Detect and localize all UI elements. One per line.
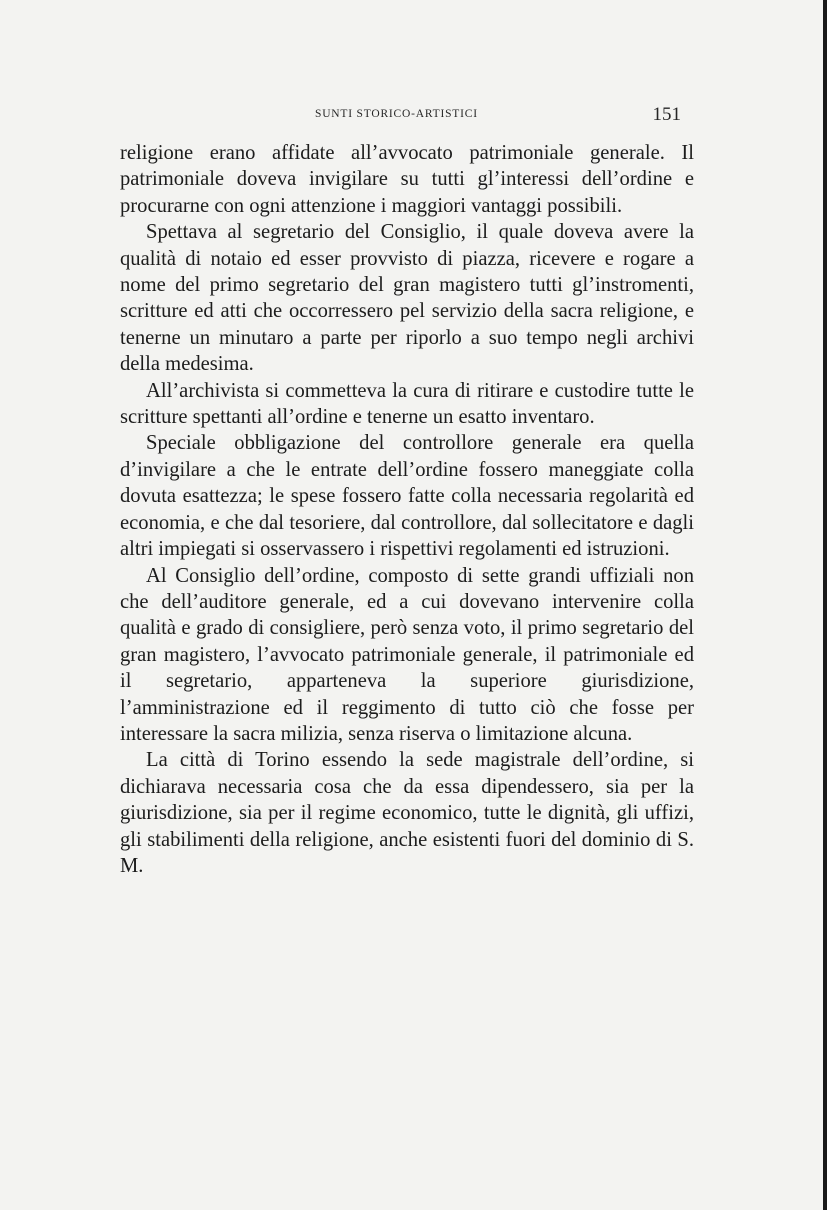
running-title: SUNTI STORICO-ARTISTICI	[315, 108, 478, 120]
paragraph-5: Al Consiglio dell’ordine, composto di sette grandi uffiziali non che dell’auditore generale, ed a cui dovevano intervenire colla qualità e grado di consigliere, però senza voto, il primo segretario del gran magistero, l’avvocato patrimoniale generale, il patrimoniale ed il segretario, apparteneva la superiore giurisdizione, l’amministrazione ed il reggimento di tutto ciò che fosse per interessare la sacra milizia, senza riserva o limitazione alcuna.	[120, 564, 694, 745]
paragraph-6: La città di Torino essendo la sede magistrale dell’ordine, si dichiarava necessaria cosa che da essa dipendessero, sia per la giurisdizione, sia per il regime economico, tutte le dignità, gli uffizi, gli stabilimenti della religione, anche esistenti fuori del dominio di S. M.	[120, 749, 694, 877]
paragraph-1: religione erano affidate all’avvocato patrimoniale generale. Il patrimoniale doveva invigilare su tutti gl’interessi dell’ordine e procurarne con ogni attenzione i maggiori vantaggi possibili.	[120, 142, 694, 217]
body-text	[120, 140, 694, 879]
paragraph-4: Speciale obbligazione del controllore generale era quella d’invigilare a che le entrate dell’ordine fossero maneggiate colla dovuta esattezza; le spese fossero fatte colla necessaria regolarità ed economia, e che dal tesoriere, dal controllore, dal sollecitatore e dagli altri impiegati si osservassero i rispettivi regolamenti ed istruzioni.	[120, 432, 694, 561]
scan-edge-shadow	[823, 0, 827, 1210]
paragraph-3: All’archivista si commetteva la cura di ritirare e custodire tutte le scritture spettanti all’ordine e tenerne un esatto inventaro.	[120, 379, 694, 429]
paragraph-2: Spettava al segretario del Consiglio, il quale doveva avere la qualità di notaio ed esser provvisto di piazza, ricevere e rogare a nome del primo segretario del gran magistero tutti gl’instromenti, scritture ed atti che occorressero pel servizio della sacra religione, e tenerne un minutaro a parte per riporlo a suo tempo negli archivi della medesima.	[120, 221, 694, 376]
page-number: 151	[652, 104, 681, 125]
page-header	[120, 104, 690, 128]
